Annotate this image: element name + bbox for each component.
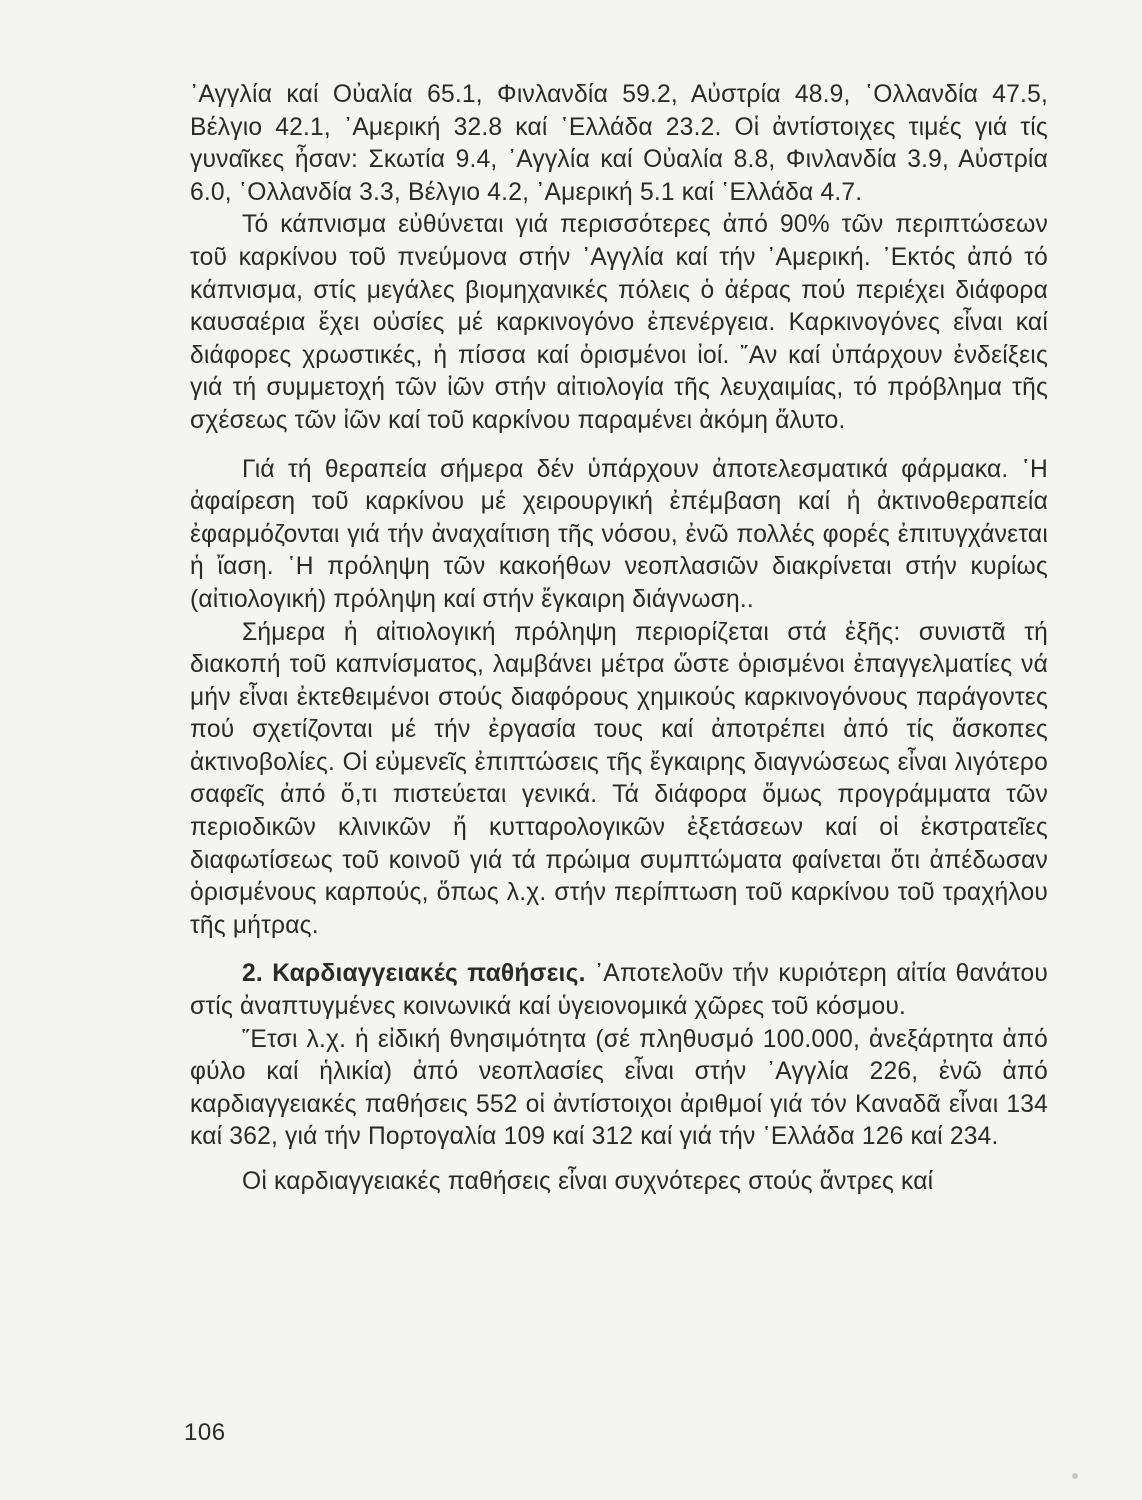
body-text xyxy=(190,79,1048,1199)
paragraph-prevention: Σήμερα ἡ αἰτιολογική πρόληψη περιορίζεται στά ἑξῆς: συνιστᾶ τή διακοπή τοῦ καπνίσματος, λαμβάνει μέτρα ὥστε ὁρισμένοι ἐπαγγελματίες νά μήν εἶναι ἐκτεθειμένοι στούς διαφόρους χημικούς καρκινογόνους παράγοντες πού σχετίζονται μέ τήν ἐργασία τους καί ἀποτρέπει ἀπό τίς ἄσκοπες ἀκτινοβολίες. Οἱ εὐμενεῖς ἐπιπτώσεις τῆς ἔγκαιρης διαγνώσεως εἶναι λιγότερο σαφεῖς ἀπό ὅ,τι πιστεύεται γενικά. Τά διάφορα ὅμως προγράμματα τῶν περιοδικῶν κλινικῶν ἤ κυτταρολογικῶν ἐξετάσεων καί οἱ ἐκστρατεῖες διαφωτίσεως τοῦ κοινοῦ γιά τά πρώιμα συμπτώματα φαίνεται ὅτι ἀπέδωσαν ὁρισμένους καρπούς, ὅπως λ.χ. στήν περίπτωση τοῦ καρκίνου τοῦ τραχήλου τῆς μήτρας. xyxy=(190,618,1048,939)
paragraph-statistics: ᾿Αγγλία καί Οὐαλία 65.1, Φινλανδία 59.2, Αὐστρία 48.9, ῾Ολλανδία 47.5, Βέλγιο 42.1, ᾿Αμερική 32.8 καί ῾Ελλάδα 23.2. Οἱ ἀντίστοιχες τιμές γιά τίς γυναῖκες ἦσαν: Σκωτία 9.4, ᾿Αγγλία καί Οὐαλία 8.8, Φινλανδία 3.9, Αὐστρία 6.0, ῾Ολλανδία 3.3, Βέλγιο 4.2, ᾿Αμερική 5.1 καί ῾Ελλάδα 4.7. xyxy=(190,81,1048,206)
scan-speck xyxy=(1072,1473,1078,1479)
paragraph-therapy: Γιά τή θεραπεία σήμερα δέν ὑπάρχουν ἀποτελεσματικά φάρμακα. ῾Η ἀφαίρεση τοῦ καρκίνου μέ χειρουργική ἐπέμβαση καί ἡ ἀκτινοθεραπεία ἐφαρμόζονται γιά τήν ἀναχαίτιση τῆς νόσου, ἐνῶ πολλές φορές ἐπιτυγχάνεται ἡ ἴαση. ῾Η πρόληψη τῶν κακοήθων νεοπλασιῶν διακρίνεται στήν κυρίως (αἰτιολογική) πρόληψη καί στήν ἔγκαιρη διάγνωση.. xyxy=(190,455,1048,613)
section-cardiovascular xyxy=(190,958,1048,1023)
paragraph-gender: Οἱ καρδιαγγειακές παθήσεις εἶναι συχνότερες στούς ἄντρες καί xyxy=(242,1168,934,1195)
section-heading: 2. Καρδιαγγειακές παθήσεις. xyxy=(242,960,586,988)
paragraph-mortality: ῞Ετσι λ.χ. ἡ εἰδική θνησιμότητα (σέ πληθυσμό 100.000, ἀνεξάρτητα ἀπό φύλο καί ἡλικία) ἀπό νεοπλασίες εἶναι στήν ᾿Αγγλία 226, ἐνῶ ἀπό καρδιαγγειακές παθήσεις 552 οἱ ἀντίστοιχοι ἀριθμοί γιά τόν Καναδᾶ εἶναι 134 καί 362, γιά τήν Πορτογαλία 109 καί 312 καί γιά τήν ῾Ελλάδα 126 καί 234. xyxy=(190,1025,1048,1151)
page-number: 106 xyxy=(184,1419,226,1446)
paragraph-smoking: Τό κάπνισμα εὐθύνεται γιά περισσότερες ἀπό 90% τῶν περιπτώσεων τοῦ καρκίνου τοῦ πνεύμονα στήν ᾿Αγγλία καί τήν ᾿Αμερική. ᾿Εκτός ἀπό τό κάπνισμα, στίς μεγάλες βιομηχανικές πόλεις ὁ ἀέρας πού περιέχει διάφορα καυσαέρια ἔχει οὐσίες μέ καρκινογόνο ἐπενέργεια. Καρκινογόνες εἶναι καί διάφορες χρωστικές, ἡ πίσσα καί ὁρισμένοι ἰοί. ῎Αν καί ὑπάρχουν ἐνδείξεις γιά τή συμμετοχή τῶν ἰῶν στήν αἰτιολογία τῆς λευχαιμίας, τό πρόβλημα τῆς σχέσεως τῶν ἰῶν καί τοῦ καρκίνου παραμένει ἀκόμη ἄλυτο. xyxy=(190,211,1048,434)
section-intro: ᾿Αποτελοῦν τήν κυριότερη αἰτία θανάτου στίς ἀναπτυγμένες κοινωνικά καί ὑγειονομικά χῶρες τοῦ κόσμου. xyxy=(190,960,1048,1021)
